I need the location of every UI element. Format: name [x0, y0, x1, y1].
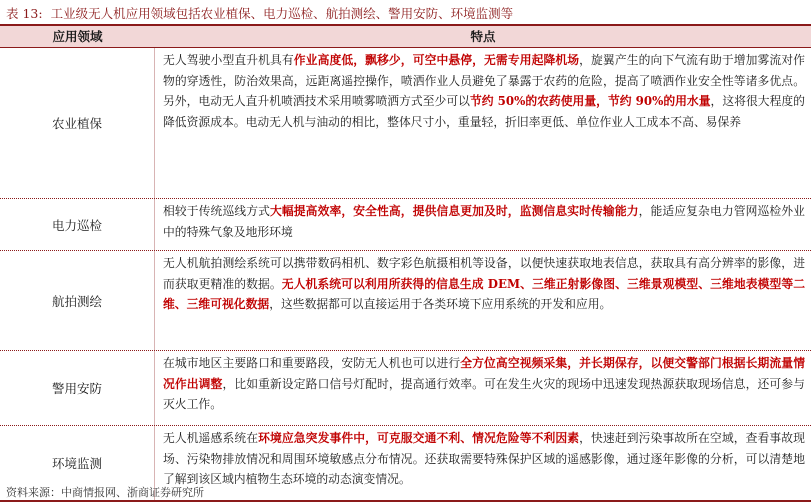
header-domain: 应用领域 — [52, 29, 103, 44]
source-note: 资料来源：中商情报网、浙商证券研究所 — [6, 486, 204, 499]
body-text: 无人机航拍测绘系统可以携带数码相机、数字彩色航摄相机等设备，以便快速获取地表信息，获取具有高分辨率的影像，进而获取更精准的数据。 — [163, 256, 805, 291]
highlight-text: 全方位高空视频采集，并长期保存，以便交警部门根据长期流量情况作出调整 — [163, 356, 805, 391]
table-row — [0, 251, 811, 351]
features-cell — [155, 426, 811, 500]
domain-cell: 警用安防 — [0, 351, 155, 425]
highlight-text: 作业高度低，飘移少，可空中悬停，无需专用起降机场 — [293, 53, 580, 67]
features-cell — [155, 199, 811, 250]
body-text: ，快速赶到污染事故所在空域，查看事故现场、污染物排放情况和周围环境敏感点分布情况。还获取需要特殊保护区域的遥感影像，通过逐年影像的分析，可以清楚地了解到该区域内植物生态环境的动态演变情况。 — [163, 431, 805, 486]
domain-cell: 电力巡检 — [0, 199, 155, 250]
table-row — [0, 48, 811, 199]
body-text: 在城市地区主要路口和重要路段，安防无人机也可以进行 — [163, 356, 461, 370]
body-text: 无人驾驶小型直升机具有 — [163, 53, 294, 67]
table-caption — [6, 4, 513, 22]
caption-number: 表 13: — [6, 6, 43, 21]
features-cell — [155, 48, 811, 198]
body-text: ，比如重新设定路口信号灯配时，提高通行效率。可在发生火灾的现场中迅速发现热源获取现场信息，还可参与灭火工作。 — [163, 376, 805, 411]
body-text: ，能适应复杂电力管网巡检外业中的特殊气象及地形环境 — [163, 204, 805, 239]
highlight-text: 无人机系统可以利用所获得的信息生成 DEM、三维正射影像图、三维景观模型、三维地表模型等二维、三维可视化数据 — [163, 276, 805, 311]
body-text: 相较于传统巡线方式 — [163, 204, 271, 218]
body-text: 无人机遥感系统在 — [163, 431, 259, 445]
caption-title: 工业级无人机应用领域包括农业植保、电力巡检、航拍测绘、警用安防、环境监测等 — [50, 6, 514, 21]
highlight-text: 大幅提高效率，安全性高，提供信息更加及时，监测信息实时传输能力 — [270, 204, 639, 218]
table-row — [0, 351, 811, 426]
body-text: ，这些数据都可以直接运用于各类环境下应用系统的开发和应用。 — [269, 297, 612, 311]
header-features: 特点 — [470, 29, 496, 44]
domain-cell: 环境监测 — [0, 426, 155, 500]
table-body — [0, 48, 811, 502]
body-text: ，这将很大程度的降低资源成本。电动无人机与油动的相比，整体尺寸小，重量轻，折旧率更低、单位作业人工成本不高、易保养 — [163, 94, 805, 129]
features-cell — [155, 351, 811, 425]
features-cell — [155, 251, 811, 350]
highlight-text: 环境应急突发事件中，可克服交通不利、情况危险等不利因素 — [258, 431, 580, 445]
domain-cell: 农业植保 — [0, 48, 155, 198]
body-text: ，旋翼产生的向下气流有助于增加雾流对作物的穿透性，防治效果高，远距离遥控操作，喷洒作业人员避免了暴露于农药的危险，提高了喷洒作业安全性等诸多优点。另外，电动无人直升机喷洒技术采用喷雾喷洒方式至少可以 — [163, 53, 805, 108]
table-header — [0, 26, 811, 47]
highlight-text: 节约 50%的农药使用量，节约 90%的用水量 — [469, 94, 711, 108]
table-row — [0, 199, 811, 251]
domain-cell: 航拍测绘 — [0, 251, 155, 350]
